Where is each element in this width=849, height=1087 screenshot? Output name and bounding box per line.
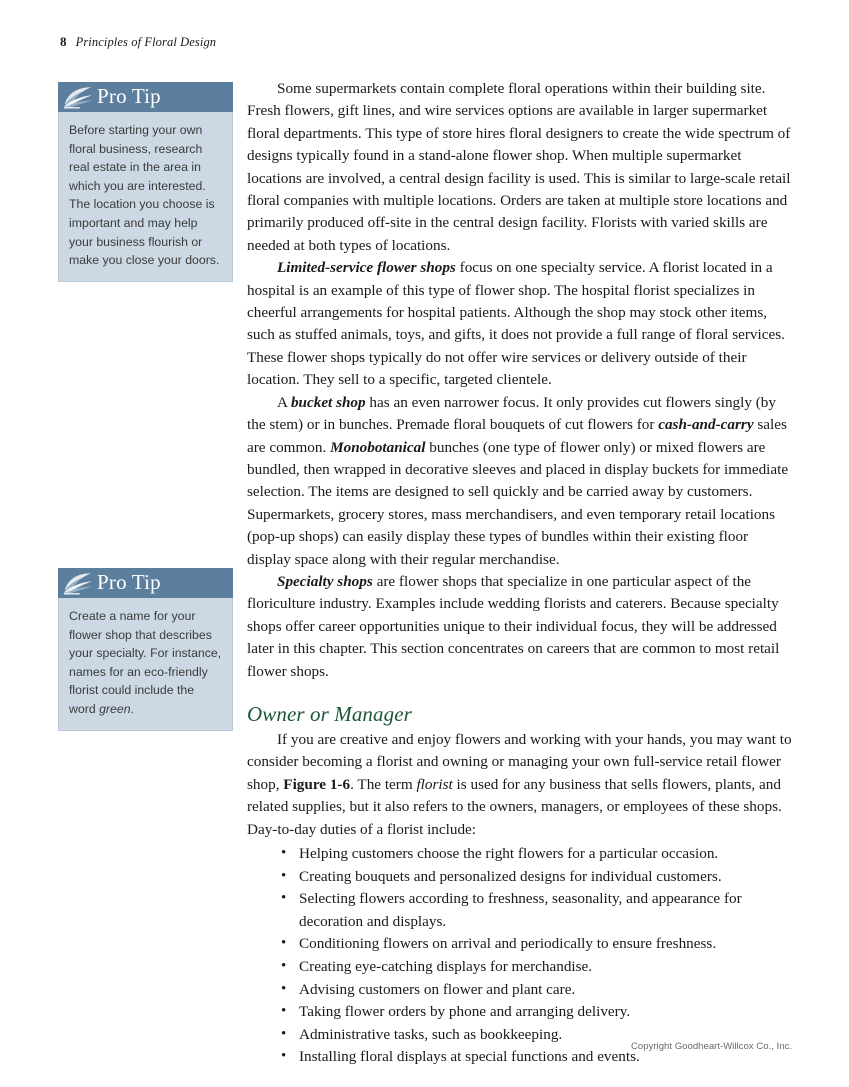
list-item: • Helping customers choose the right flowers for a particular occasion. [281, 843, 792, 866]
pro-tip-body: Before starting your own floral business, research real estate in the area in which you are interested. The location you choose is important and may help your business flourish or make you close your doors. [58, 112, 233, 282]
pro-tip-body: Create a name for your flower shop that describes your specialty. For instance, names for an eco-friendly florist could include the word green. [58, 598, 233, 731]
pro-tip-title: Pro Tip [97, 83, 161, 108]
body-paragraph: Some supermarkets contain complete floral operations within their building site. Fresh flowers, gift lines, and wire services options are available in larger supermarket floral departments. This type of store hires floral designers to create the wide spectrum of designs typically found in a stand-alone flower shop. When multiple supermarket locations are involved, a central design facility is used. This is similar to large-scale retail floral companies with multiple locations. Orders are taken at multiple store locations and primarily produced off-site in the central design facility. Florists with varied skills are needed at both types of locations. [247, 80, 791, 254]
copyright-notice: Copyright Goodheart-Willcox Co., Inc. [630, 1041, 792, 1052]
body-paragraph: A bucket shop has an even narrower focus. It only provides cut flowers singly (by the stem) or in bunches. Premade floral bouquets of cut flowers for cash-and-carry sales are common. Monobotanical bunches (one type of flower only) or mixed flowers are bundled, then wrapped in decorative sleeves and placed in display buckets for immediate selection. The items are designed to sell quickly and be carried away by customers. Supermarkets, grocery stores, mass merchandisers, and even temporary retail locations (pop-up shops) can easily display these types of bundles within their existing floor display space along with their regular merchandise. [247, 393, 789, 568]
leaf-swoosh-icon [63, 571, 93, 595]
body-paragraph: Specialty shops are flower shops that specialize in one particular aspect of the floriculture industry. Examples include wedding florists and caterers. Because specialty shops offer career opportunities unique to their individual focus, they will be addressed later in this chapter. This section concentrates on careers that are common to most retail flower shops. [247, 572, 780, 680]
list-item: • Creating bouquets and personalized designs for individual customers. [281, 866, 792, 889]
list-item: • Creating eye-catching displays for merchandise. [281, 956, 792, 979]
section-heading-owner-or-manager: Owner or Manager [247, 701, 412, 726]
pro-tip-box-2 [58, 568, 233, 731]
pro-tip-header [58, 82, 233, 112]
list-item: • Selecting flowers according to freshness, seasonality, and appearance for decoration and displays. [281, 888, 792, 933]
leaf-swoosh-icon [63, 85, 93, 109]
list-item: • Advising customers on flower and plant care. [281, 979, 792, 1002]
running-head [60, 34, 216, 50]
book-title: Principles of Floral Design [75, 35, 217, 49]
body-paragraph: If you are creative and enjoy flowers and working with your hands, you may want to consider becoming a florist and owning or managing your own full-service retail flower shop, Figure 1-6. The term florist is used for any business that sells flowers, plants, and related supplies, but it also refers to the owners, managers, or employees of these shops. Day-to-day duties of a florist include: [247, 730, 792, 838]
body-paragraph: Limited-service flower shops focus on one specialty service. A florist located in a hospital is an example of this type of flower shop. The hospital florist specializes in cheerful arrangements for hospital patients. Although the shop may stock other items, such as stuffed animals, toys, and gifts, it does not provide a full range of floral services. These flower shops typically do not offer wire services or delivery outside of their location. They sell to a specific, targeted clientele. [247, 259, 785, 389]
list-item: • Conditioning flowers on arrival and periodically to ensure freshness. [281, 933, 792, 956]
list-item: • Administrative tasks, such as bookkeeping. [281, 1024, 792, 1047]
pro-tip-box-1 [58, 82, 233, 282]
pro-tip-header [58, 568, 233, 598]
list-item: • Taking flower orders by phone and arranging delivery. [281, 1001, 792, 1024]
list-item: • Installing floral displays at special functions and events. [281, 1046, 792, 1069]
page-number: 8 [60, 34, 67, 49]
duties-list [247, 843, 792, 1069]
main-text-column [247, 78, 792, 1069]
pro-tip-title: Pro Tip [97, 569, 161, 594]
